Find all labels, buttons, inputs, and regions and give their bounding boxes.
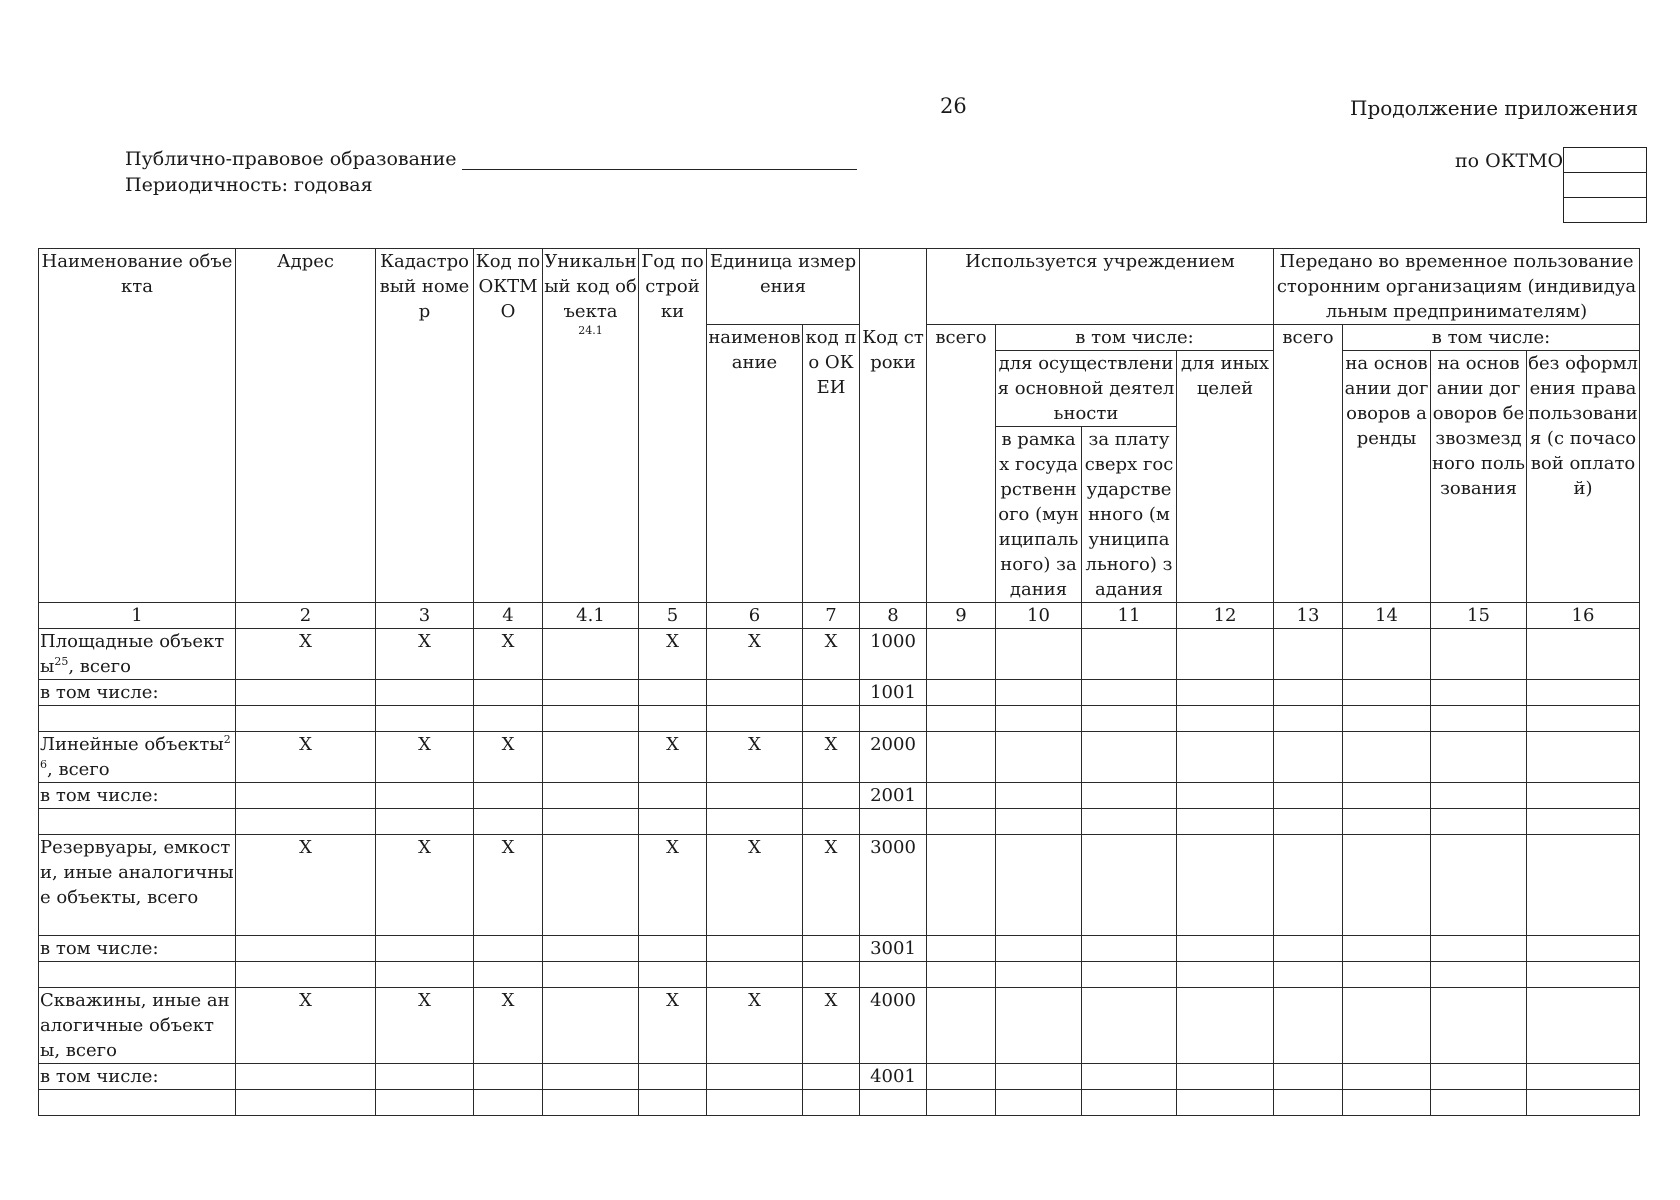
value-cell[interactable] <box>543 1064 639 1090</box>
value-cell[interactable] <box>543 783 639 809</box>
value-cell[interactable] <box>639 936 707 962</box>
value-cell[interactable] <box>1082 988 1177 1064</box>
value-cell[interactable] <box>1431 680 1527 706</box>
header-used-group: Используется учреждением <box>927 249 1274 325</box>
empty-cell[interactable] <box>474 1090 543 1116</box>
empty-cell[interactable] <box>860 809 927 835</box>
empty-cell[interactable] <box>1343 1090 1431 1116</box>
including-label: в том числе: <box>39 783 236 809</box>
object-group-name <box>39 732 236 783</box>
empty-cell[interactable] <box>1527 1090 1640 1116</box>
value-cell[interactable] <box>1527 835 1640 936</box>
not-applicable-mark: X <box>474 732 543 783</box>
value-cell[interactable] <box>1343 1064 1431 1090</box>
column-number: 9 <box>927 603 996 629</box>
empty-cell[interactable] <box>996 1090 1082 1116</box>
value-cell[interactable] <box>996 629 1082 680</box>
empty-cell[interactable] <box>1082 809 1177 835</box>
header-lease-agreements: на основании договоров аренды <box>1343 351 1431 603</box>
row-code: 2000 <box>860 732 927 783</box>
empty-cell[interactable] <box>1527 809 1640 835</box>
column-number: 10 <box>996 603 1082 629</box>
header-used-including: в том числе: <box>996 325 1274 351</box>
header-code-spacer <box>860 249 927 325</box>
value-cell[interactable] <box>996 1064 1082 1090</box>
header-construction-year: Год постройки <box>639 249 707 603</box>
value-cell[interactable] <box>1274 732 1343 783</box>
header-used-total: всего <box>927 325 996 603</box>
public-entity-label: Публично-правовое образование <box>125 148 457 170</box>
value-cell[interactable] <box>803 783 860 809</box>
page-number: 26 <box>940 94 967 118</box>
empty-cell[interactable] <box>927 706 996 732</box>
value-cell[interactable] <box>996 680 1082 706</box>
empty-cell[interactable] <box>236 1090 376 1116</box>
header-free-use-agreements: на основании договоров безвозмездного пользования <box>1431 351 1527 603</box>
value-cell[interactable] <box>543 629 639 680</box>
empty-cell[interactable] <box>1082 962 1177 988</box>
header-no-formal-right: без оформления права пользования (с почасовой оплатой) <box>1527 351 1640 603</box>
value-cell[interactable] <box>927 835 996 936</box>
object-group-name <box>39 835 236 936</box>
value-cell[interactable] <box>1431 936 1527 962</box>
value-cell[interactable] <box>1343 783 1431 809</box>
empty-cell[interactable] <box>1431 962 1527 988</box>
not-applicable-mark: X <box>236 732 376 783</box>
empty-cell[interactable] <box>1177 809 1274 835</box>
not-applicable-mark: X <box>376 835 474 936</box>
value-cell[interactable] <box>543 988 639 1064</box>
header-state-assignment: в рамках государственного (муниципального) задания <box>996 427 1082 603</box>
empty-cell[interactable] <box>376 1090 474 1116</box>
value-cell[interactable] <box>1177 629 1274 680</box>
row-code: 4000 <box>860 988 927 1064</box>
empty-cell[interactable] <box>39 706 236 732</box>
value-cell[interactable] <box>543 936 639 962</box>
empty-cell[interactable] <box>996 809 1082 835</box>
value-cell[interactable] <box>707 936 803 962</box>
row-code: 3001 <box>860 936 927 962</box>
empty-cell[interactable] <box>1343 962 1431 988</box>
value-cell[interactable] <box>1527 680 1640 706</box>
value-cell[interactable] <box>376 680 474 706</box>
empty-cell[interactable] <box>707 809 803 835</box>
header-transferred-group: Передано во временное пользование сторонним организациям (индивидуальным предпринимателям) <box>1274 249 1640 325</box>
header-unique-code-note: 24.1 <box>578 324 603 337</box>
empty-cell[interactable] <box>803 962 860 988</box>
empty-cell[interactable] <box>927 962 996 988</box>
column-number: 8 <box>860 603 927 629</box>
continuation-note: Продолжение приложения <box>1350 96 1639 120</box>
value-cell[interactable] <box>996 936 1082 962</box>
object-group-name <box>39 629 236 680</box>
oktmo-label: по ОКТМО <box>1455 150 1564 172</box>
empty-cell[interactable] <box>1082 1090 1177 1116</box>
empty-cell[interactable] <box>707 1090 803 1116</box>
value-cell[interactable] <box>1082 629 1177 680</box>
row-code: 2001 <box>860 783 927 809</box>
not-applicable-mark: X <box>474 629 543 680</box>
value-cell[interactable] <box>236 936 376 962</box>
value-cell[interactable] <box>1274 1064 1343 1090</box>
value-cell[interactable] <box>927 680 996 706</box>
value-cell[interactable] <box>1431 1064 1527 1090</box>
property-form-table <box>38 248 1640 1116</box>
empty-cell[interactable] <box>236 706 376 732</box>
value-cell[interactable] <box>707 680 803 706</box>
value-cell[interactable] <box>1527 1064 1640 1090</box>
object-group-label: Линейные объекты <box>40 734 224 755</box>
value-cell[interactable] <box>376 783 474 809</box>
empty-cell[interactable] <box>376 809 474 835</box>
value-cell[interactable] <box>927 1064 996 1090</box>
value-cell[interactable] <box>996 835 1082 936</box>
object-group-suffix: , всего <box>68 656 131 677</box>
empty-cell[interactable] <box>543 809 639 835</box>
not-applicable-mark: X <box>803 732 860 783</box>
not-applicable-mark: X <box>707 988 803 1064</box>
row-code: 3000 <box>860 835 927 936</box>
not-applicable-mark: X <box>376 988 474 1064</box>
value-cell[interactable] <box>1527 936 1640 962</box>
value-cell[interactable] <box>1274 629 1343 680</box>
value-cell[interactable] <box>927 988 996 1064</box>
value-cell[interactable] <box>803 1064 860 1090</box>
including-label: в том числе: <box>39 680 236 706</box>
empty-cell[interactable] <box>803 1090 860 1116</box>
including-label: в том числе: <box>39 936 236 962</box>
value-cell[interactable] <box>1082 1064 1177 1090</box>
empty-cell[interactable] <box>996 706 1082 732</box>
empty-cell[interactable] <box>474 809 543 835</box>
empty-cell[interactable] <box>236 809 376 835</box>
header-other-purposes: для иных целей <box>1177 351 1274 603</box>
empty-cell[interactable] <box>1274 962 1343 988</box>
value-cell[interactable] <box>1177 732 1274 783</box>
column-number: 15 <box>1431 603 1527 629</box>
empty-cell[interactable] <box>474 962 543 988</box>
value-cell[interactable] <box>1177 835 1274 936</box>
header-okei-code: код по ОКЕИ <box>803 325 860 603</box>
empty-cell[interactable] <box>543 962 639 988</box>
value-cell[interactable] <box>474 783 543 809</box>
value-cell[interactable] <box>474 936 543 962</box>
not-applicable-mark: X <box>639 629 707 680</box>
empty-cell[interactable] <box>860 962 927 988</box>
empty-cell[interactable] <box>543 706 639 732</box>
column-number: 2 <box>236 603 376 629</box>
value-cell[interactable] <box>1082 835 1177 936</box>
header-unique-code-label: Уникальный код объекта <box>544 251 637 322</box>
oktmo-code-cell[interactable] <box>1564 173 1646 198</box>
empty-cell[interactable] <box>1082 706 1177 732</box>
value-cell[interactable] <box>474 680 543 706</box>
empty-cell[interactable] <box>1177 1090 1274 1116</box>
empty-cell[interactable] <box>1527 706 1640 732</box>
empty-cell[interactable] <box>996 962 1082 988</box>
value-cell[interactable] <box>1343 936 1431 962</box>
object-group-label: Резервуары, емкости, иные аналогичные объекты, всего <box>40 837 234 908</box>
value-cell[interactable] <box>236 680 376 706</box>
header-address: Адрес <box>236 249 376 603</box>
not-applicable-mark: X <box>639 835 707 936</box>
empty-cell[interactable] <box>860 1090 927 1116</box>
value-cell[interactable] <box>543 680 639 706</box>
empty-cell[interactable] <box>639 962 707 988</box>
value-cell[interactable] <box>1274 680 1343 706</box>
value-cell[interactable] <box>996 988 1082 1064</box>
value-cell[interactable] <box>1274 783 1343 809</box>
footnote-marker: 26 <box>40 733 231 771</box>
value-cell[interactable] <box>543 835 639 936</box>
header-row-code: Код строки <box>860 325 927 603</box>
column-number: 14 <box>1343 603 1431 629</box>
value-cell[interactable] <box>1527 783 1640 809</box>
value-cell[interactable] <box>1343 732 1431 783</box>
value-cell[interactable] <box>1527 732 1640 783</box>
header-unit-name: наименование <box>707 325 803 603</box>
value-cell[interactable] <box>1431 783 1527 809</box>
header-oktmo-code: Код по ОКТМО <box>474 249 543 603</box>
value-cell[interactable] <box>236 1064 376 1090</box>
value-cell[interactable] <box>639 680 707 706</box>
empty-cell[interactable] <box>1431 809 1527 835</box>
header-unique-code <box>543 249 639 603</box>
empty-cell[interactable] <box>1343 809 1431 835</box>
value-cell[interactable] <box>1274 936 1343 962</box>
empty-cell[interactable] <box>1527 962 1640 988</box>
empty-cell[interactable] <box>1274 809 1343 835</box>
value-cell[interactable] <box>927 783 996 809</box>
column-number: 7 <box>803 603 860 629</box>
not-applicable-mark: X <box>236 988 376 1064</box>
not-applicable-mark: X <box>639 732 707 783</box>
empty-cell[interactable] <box>1431 706 1527 732</box>
value-cell[interactable] <box>707 1064 803 1090</box>
oktmo-code-cell[interactable] <box>1564 148 1646 173</box>
value-cell[interactable] <box>1177 988 1274 1064</box>
object-group-suffix: , всего <box>47 759 110 780</box>
header-transferred-total: всего <box>1274 325 1343 603</box>
not-applicable-mark: X <box>236 629 376 680</box>
empty-cell[interactable] <box>639 1090 707 1116</box>
empty-cell[interactable] <box>803 809 860 835</box>
column-number: 1 <box>39 603 236 629</box>
row-code: 1000 <box>860 629 927 680</box>
empty-cell[interactable] <box>860 706 927 732</box>
value-cell[interactable] <box>376 1064 474 1090</box>
not-applicable-mark: X <box>474 835 543 936</box>
value-cell[interactable] <box>1082 680 1177 706</box>
row-code: 1001 <box>860 680 927 706</box>
value-cell[interactable] <box>1177 1064 1274 1090</box>
column-number: 6 <box>707 603 803 629</box>
value-cell[interactable] <box>376 936 474 962</box>
value-cell[interactable] <box>803 680 860 706</box>
not-applicable-mark: X <box>376 732 474 783</box>
value-cell[interactable] <box>996 783 1082 809</box>
not-applicable-mark: X <box>803 988 860 1064</box>
empty-cell[interactable] <box>39 1090 236 1116</box>
value-cell[interactable] <box>1431 732 1527 783</box>
value-cell[interactable] <box>927 732 996 783</box>
empty-cell[interactable] <box>639 706 707 732</box>
value-cell[interactable] <box>1274 835 1343 936</box>
empty-cell[interactable] <box>376 962 474 988</box>
not-applicable-mark: X <box>803 629 860 680</box>
public-entity-line <box>125 148 857 170</box>
column-number: 16 <box>1527 603 1640 629</box>
value-cell[interactable] <box>236 783 376 809</box>
header-main-activity: для осуществления основной деятельности <box>996 351 1177 427</box>
empty-cell[interactable] <box>707 706 803 732</box>
value-cell[interactable] <box>1343 835 1431 936</box>
empty-cell[interactable] <box>39 962 236 988</box>
empty-cell[interactable] <box>1431 1090 1527 1116</box>
empty-cell[interactable] <box>376 706 474 732</box>
empty-cell[interactable] <box>639 809 707 835</box>
empty-cell[interactable] <box>1177 706 1274 732</box>
not-applicable-mark: X <box>236 835 376 936</box>
column-number: 12 <box>1177 603 1274 629</box>
empty-cell[interactable] <box>1274 706 1343 732</box>
value-cell[interactable] <box>1343 680 1431 706</box>
column-number: 5 <box>639 603 707 629</box>
empty-cell[interactable] <box>236 962 376 988</box>
footnote-marker: 25 <box>54 655 69 668</box>
value-cell[interactable] <box>1082 732 1177 783</box>
header-cadastral-number: Кадастровый номер <box>376 249 474 603</box>
header-paid-over-assignment: за плату сверх государственного (муниципального) задания <box>1082 427 1177 603</box>
value-cell[interactable] <box>996 732 1082 783</box>
value-cell[interactable] <box>1177 680 1274 706</box>
not-applicable-mark: X <box>707 732 803 783</box>
column-number: 3 <box>376 603 474 629</box>
value-cell[interactable] <box>1082 936 1177 962</box>
not-applicable-mark: X <box>474 988 543 1064</box>
value-cell[interactable] <box>1527 988 1640 1064</box>
empty-cell[interactable] <box>927 809 996 835</box>
empty-cell[interactable] <box>927 1090 996 1116</box>
empty-cell[interactable] <box>1274 1090 1343 1116</box>
periodicity-text: Периодичность: годовая <box>125 174 373 196</box>
value-cell[interactable] <box>1431 988 1527 1064</box>
not-applicable-mark: X <box>707 835 803 936</box>
not-applicable-mark: X <box>803 835 860 936</box>
header-transferred-including: в том числе: <box>1343 325 1640 351</box>
value-cell[interactable] <box>474 1064 543 1090</box>
value-cell[interactable] <box>803 936 860 962</box>
object-group-name <box>39 988 236 1064</box>
value-cell[interactable] <box>543 732 639 783</box>
object-group-label: Площадные объекты <box>40 631 225 677</box>
header-object-name: Наименование объекта <box>39 249 236 603</box>
value-cell[interactable] <box>1527 629 1640 680</box>
not-applicable-mark: X <box>639 988 707 1064</box>
value-cell[interactable] <box>1177 783 1274 809</box>
not-applicable-mark: X <box>376 629 474 680</box>
empty-cell[interactable] <box>803 706 860 732</box>
object-group-label: Скважины, иные аналогичные объекты, всего <box>40 990 230 1061</box>
oktmo-code-cell[interactable] <box>1564 198 1646 223</box>
empty-cell[interactable] <box>474 706 543 732</box>
row-code: 4001 <box>860 1064 927 1090</box>
value-cell[interactable] <box>1343 629 1431 680</box>
empty-cell[interactable] <box>1177 962 1274 988</box>
oktmo-code-box[interactable] <box>1563 147 1647 223</box>
value-cell[interactable] <box>707 783 803 809</box>
header-unit-group: Единица измерения <box>707 249 860 325</box>
value-cell[interactable] <box>1431 629 1527 680</box>
empty-cell[interactable] <box>543 1090 639 1116</box>
value-cell[interactable] <box>1082 783 1177 809</box>
value-cell[interactable] <box>1177 936 1274 962</box>
empty-cell[interactable] <box>39 809 236 835</box>
value-cell[interactable] <box>1343 988 1431 1064</box>
value-cell[interactable] <box>1431 835 1527 936</box>
column-number: 4.1 <box>543 603 639 629</box>
value-cell[interactable] <box>639 1064 707 1090</box>
value-cell[interactable] <box>639 783 707 809</box>
column-number: 13 <box>1274 603 1343 629</box>
value-cell[interactable] <box>1274 988 1343 1064</box>
empty-cell[interactable] <box>707 962 803 988</box>
empty-cell[interactable] <box>1343 706 1431 732</box>
not-applicable-mark: X <box>707 629 803 680</box>
value-cell[interactable] <box>927 629 996 680</box>
including-label: в том числе: <box>39 1064 236 1090</box>
value-cell[interactable] <box>927 936 996 962</box>
column-number: 11 <box>1082 603 1177 629</box>
public-entity-field[interactable] <box>462 151 857 170</box>
column-number: 4 <box>474 603 543 629</box>
data-rows <box>39 629 1640 1116</box>
